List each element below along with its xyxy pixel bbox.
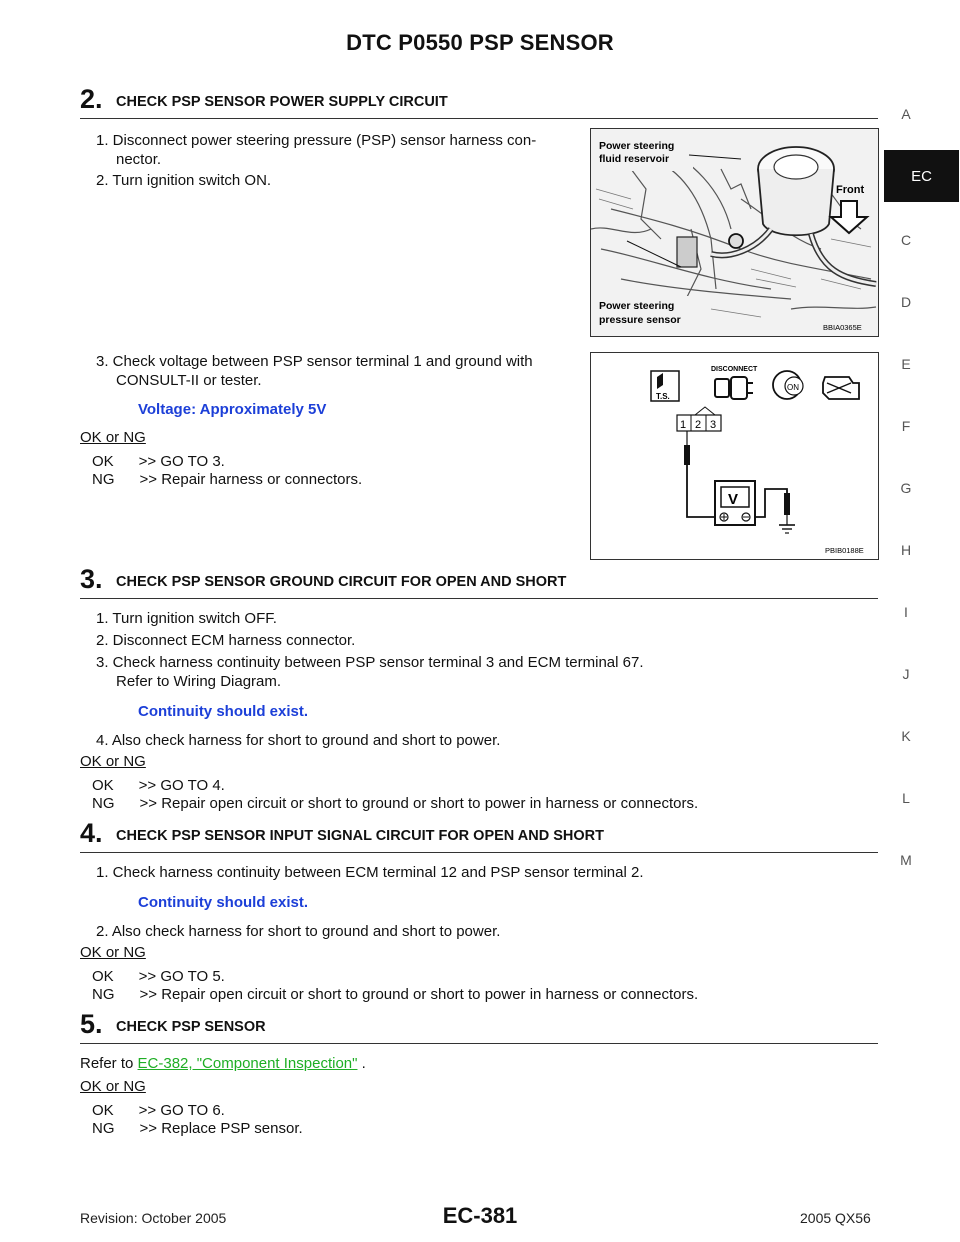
step-number: 5. [80,1009,103,1039]
side-index-h[interactable]: H [900,542,912,558]
meter-label: V [728,491,739,508]
step-4-ok: OK >> GO TO 5. [92,968,225,985]
step-3-line-3: 3. Check harness continuity between PSP sensor terminal 3 and ECM terminal 67. [96,654,644,671]
refer-prefix: Refer to [80,1055,138,1072]
step-3-ok: OK >> GO TO 4. [92,777,225,794]
ignition-on-icon [773,371,803,399]
step-3-spec: Continuity should exist. [138,703,309,720]
side-index-f[interactable]: F [901,418,911,434]
side-index-i[interactable]: I [904,604,908,620]
step-5-refer [80,1054,366,1073]
step-2-line-2: nector. [116,151,162,168]
pin-1: 1 [680,419,687,431]
side-index-j[interactable]: J [902,666,910,682]
disconnect-label: DISCONNECT [711,366,758,373]
engine-icon [823,377,859,399]
step-4-line-2: 2. Also check harness for short to ground and short to power. [96,923,501,940]
side-index-ec-active[interactable]: EC [884,150,959,202]
psp-sensor-location-figure [590,128,879,337]
step-2-line-5: CONSULT-II or tester. [116,372,262,389]
step-3-line-5: 4. Also check harness for short to ground and short to power. [96,732,501,749]
side-index-g[interactable]: G [900,480,912,496]
refer-suffix: . [357,1055,366,1072]
sensor-label-2: pressure sensor [599,314,681,326]
step-title: CHECK PSP SENSOR INPUT SIGNAL CIRCUIT FOR OPEN AND SHORT [116,828,604,844]
voltmeter [715,481,755,525]
side-index-m[interactable]: M [900,852,912,868]
front-label: Front [836,184,865,196]
page-title: DTC P0550 PSP SENSOR [346,30,614,55]
step-4-ng: NG >> Repair open circuit or short to ground or short to power in harness or connectors. [92,986,699,1003]
step-2-ok-ng: OK or NG [80,429,146,446]
step-2-ok: OK >> GO TO 3. [92,453,225,470]
step-4-header [80,818,878,853]
side-index-l[interactable]: L [902,790,910,806]
step-5-ok-ng: OK or NG [80,1078,146,1095]
step-2-spec: Voltage: Approximately 5V [138,401,327,418]
step-number: 3. [80,564,103,594]
step-3-line-4: Refer to Wiring Diagram. [116,673,282,690]
side-index-a[interactable]: A [901,106,911,122]
step-2-ng: NG >> Repair harness or connectors. [92,471,363,488]
step-5-ok: OK >> GO TO 6. [92,1102,225,1119]
component-inspection-link[interactable]: EC-382, "Component Inspection" [137,1055,358,1072]
figure-id: PBIB0188E [825,546,864,555]
footer-model: 2005 QX56 [800,1210,871,1226]
step-2-line-4: 3. Check voltage between PSP sensor terminal 1 and ground with [96,353,533,370]
side-index-e[interactable]: E [901,356,911,372]
step-3-line-1: 1. Turn ignition switch OFF. [96,610,277,627]
step-number: 4. [80,818,103,848]
step-title: CHECK PSP SENSOR POWER SUPPLY CIRCUIT [116,94,448,110]
step-3-line-2: 2. Disconnect ECM harness connector. [96,632,356,649]
disconnect-icon [711,366,758,399]
page-number: EC-381 [442,1203,518,1228]
footer-revision: Revision: October 2005 [80,1210,227,1226]
step-4-spec: Continuity should exist. [138,894,309,911]
engine-bay-illustration [591,129,878,336]
step-4-line-1: 1. Check harness continuity between ECM terminal 12 and PSP sensor terminal 2. [96,864,644,881]
step-number: 2. [80,84,103,114]
reservoir-label-1: Power steering [599,140,675,152]
sensor-label-1: Power steering [599,300,675,312]
pin-3: 3 [710,419,717,431]
service-manual-icon [651,371,679,401]
step-5-header [80,1009,878,1044]
figure-id: BBIA0365E [823,323,862,332]
step-5-ng: NG >> Replace PSP sensor. [92,1120,303,1137]
side-index-k[interactable]: K [901,728,911,744]
step-2-header [80,84,878,119]
step-2-line-3: 2. Turn ignition switch ON. [96,172,272,189]
step-2-line-1: 1. Disconnect power steering pressure (PSP) sensor harness con- [96,132,537,149]
step-title: CHECK PSP SENSOR [116,1019,266,1035]
side-index-c[interactable]: C [900,232,912,248]
reservoir-label-2: fluid reservoir [599,153,670,165]
step-4-ok-ng: OK or NG [80,944,146,961]
pin-2: 2 [695,419,702,431]
step-title: CHECK PSP SENSOR GROUND CIRCUIT FOR OPEN AND SHORT [116,574,567,590]
step-3-ng: NG >> Repair open circuit or short to ground or short to power in harness or connectors. [92,795,699,812]
voltage-check-figure [590,352,879,560]
side-index-d[interactable]: D [900,294,912,310]
on-label: ON [787,383,799,392]
step-3-ok-ng: OK or NG [80,753,146,770]
step-3-header [80,564,878,599]
ts-label: T.S. [656,392,670,401]
connector-pins [677,407,721,431]
voltage-check-diagram [591,353,878,559]
